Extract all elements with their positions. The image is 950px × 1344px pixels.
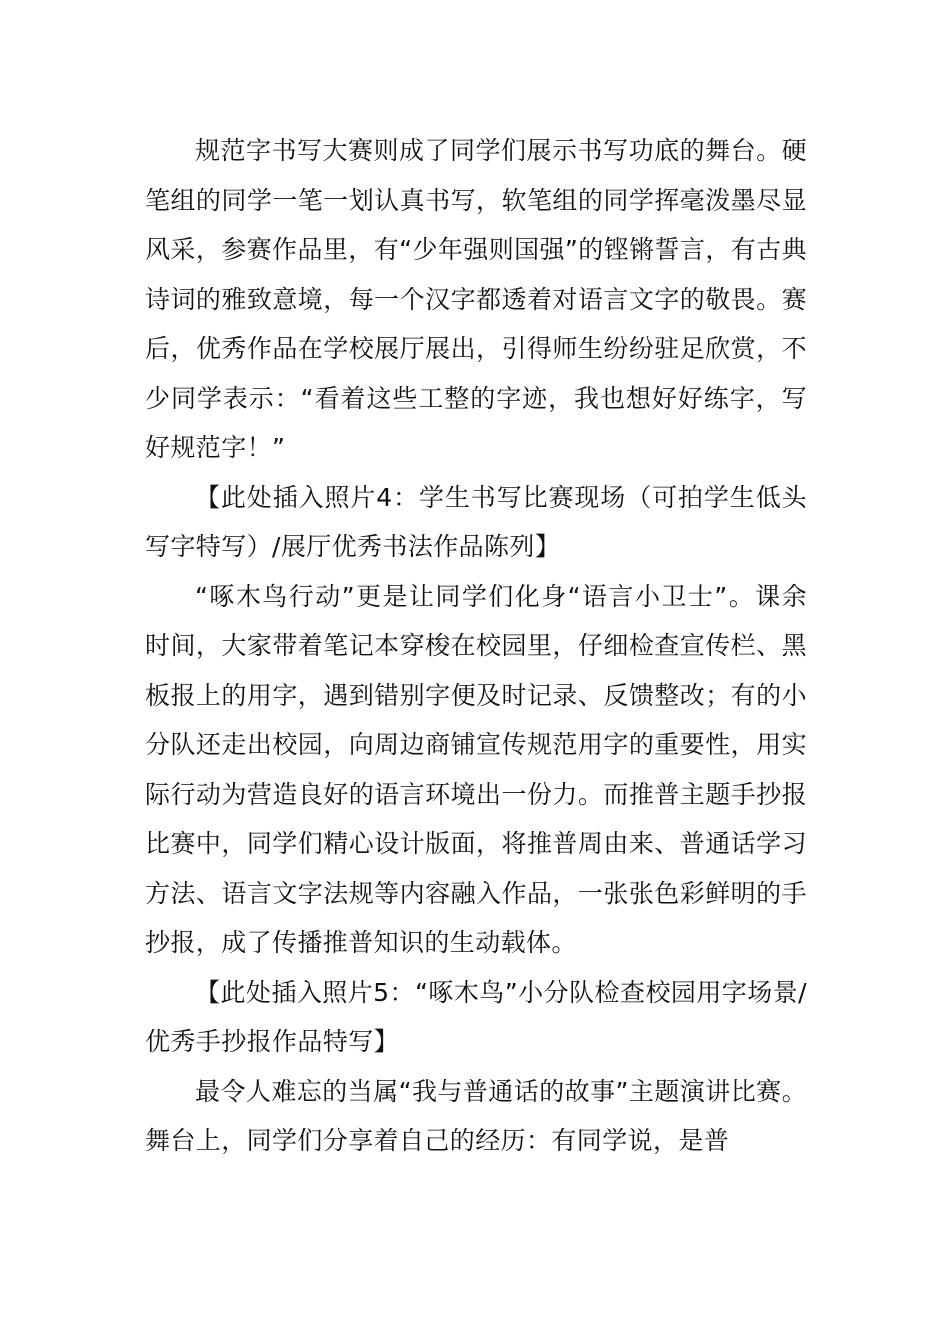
- document-body: [145, 126, 807, 1166]
- paragraph-speech-contest: 最令人难忘的当属“我与普通话的故事”主题演讲比赛。舞台上，同学们分享着自己的经历：有同学说，是普: [145, 1076, 807, 1155]
- photo-placeholder-5: 【此处插入照片5：“啄木鸟”小分队检查校园用字场景/优秀手抄报作品特写】: [145, 977, 807, 1056]
- photo-placeholder-4: 【此处插入照片4：学生书写比赛现场（可拍学生低头写字特写）/展厅优秀书法作品陈列】: [145, 482, 807, 561]
- paragraph-calligraphy-contest: 规范字书写大赛则成了同学们展示书写功底的舞台。硬笔组的同学一笔一划认真书写，软笔组的同学挥毫泼墨尽显风采，参赛作品里，有“少年强则国强”的铿锵誓言，有古典诗词的雅致意境，每一个汉字都透着对语言文字的敬畏。赛后，优秀作品在学校展厅展出，引得师生纷纷驻足欣赏，不少同学表示：“看着这些工整的字迹，我也想好好练字，写好规范字！”: [145, 136, 807, 462]
- paragraph-woodpecker-action: “啄木鸟行动”更是让同学们化身“语言小卫士”。课余时间，大家带着笔记本穿梭在校园里，仔细检查宣传栏、黑板报上的用字，遇到错别字便及时记录、反馈整改；有的小分队还走出校园，向周边商铺宣传规范用字的重要性，用实际行动为营造良好的语言环境出一份力。而推普主题手抄报比赛中，同学们精心设计版面，将推普周由来、普通话学习方法、语言文字法规等内容融入作品，一张张色彩鲜明的手抄报，成了传播推普知识的生动载体。: [145, 581, 807, 957]
